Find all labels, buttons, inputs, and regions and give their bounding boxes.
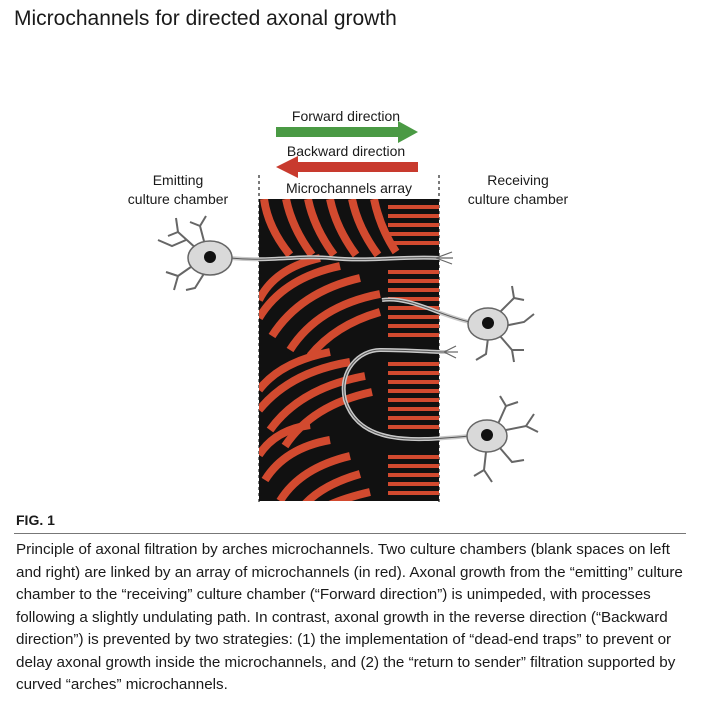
receiving-label-line2: culture chamber bbox=[467, 191, 569, 207]
caption-divider bbox=[14, 533, 686, 534]
caption-text: Principle of axonal filtration by arches microchannels. Two culture chambers (blank spaces on left and right) are linked by an array of microchannels (in red). Axonal growth from the “emitting” culture chamber to the “receiving” culture chamber (“Forward direction”) is unimpeded, with processes following a slightly undulating path. In contrast, axonal growth in the reverse direction (“Backward direction”) is prevented by two strategies: (1) the implementation of “dead-end traps” to prevent or delay axonal growth inside the microchannels, and (2) the “return to sender” filtration supported by curved “arches” microchannels. bbox=[16, 541, 683, 693]
figure-label: FIG. 1 bbox=[16, 512, 55, 528]
forward-arrow bbox=[276, 121, 418, 143]
backward-arrow bbox=[276, 156, 418, 178]
emitting-label-line1: Emitting bbox=[152, 172, 204, 188]
receiving-label-line1: Receiving bbox=[487, 172, 549, 188]
microchannel-array bbox=[259, 199, 439, 510]
backward-direction-label: Backward direction bbox=[286, 143, 406, 159]
figure-caption bbox=[16, 539, 692, 697]
emitting-label-line2: culture chamber bbox=[127, 191, 229, 207]
forward-direction-label: Forward direction bbox=[291, 108, 401, 124]
microchannels-array-label: Microchannels array bbox=[285, 180, 413, 196]
page-title: Microchannels for directed axonal growth bbox=[14, 7, 397, 30]
